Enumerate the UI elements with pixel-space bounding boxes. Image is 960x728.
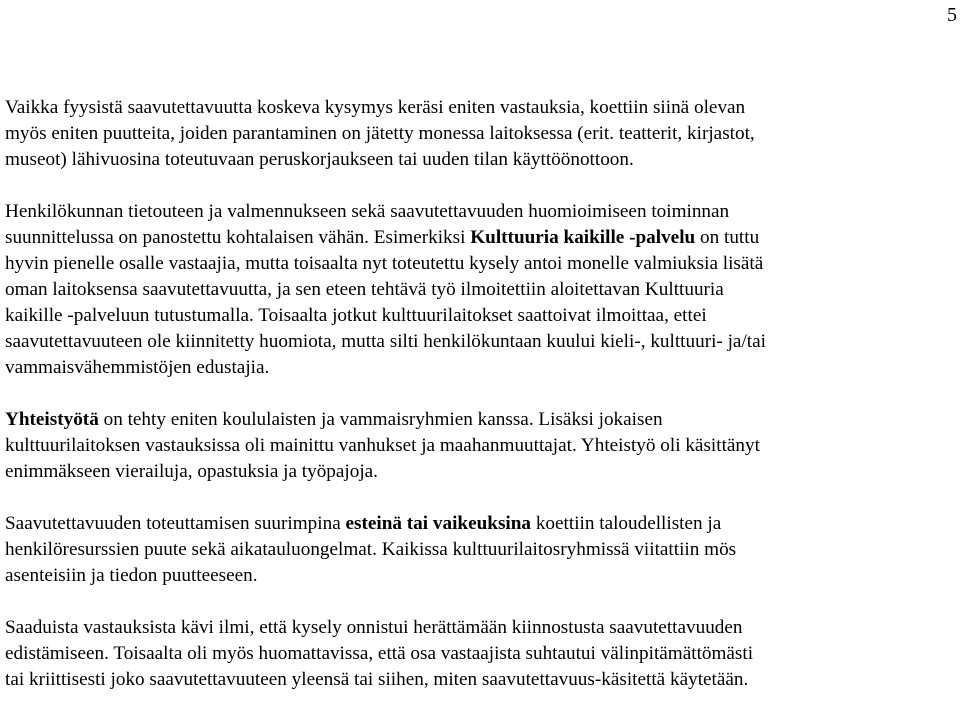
paragraph (5, 511, 950, 589)
paragraph (5, 199, 950, 381)
text-run: Henkilökunnan tietouteen ja valmennukseen sekä saavutettavuuden huomioimiseen toiminnan (5, 201, 730, 222)
paragraph (5, 615, 950, 693)
text-run: Saaduista vastauksista kävi ilmi, että kysely onnistui herättämään kiinnostusta saavutettavuuden (5, 617, 743, 638)
text-line (5, 511, 950, 537)
text-run: vammaisvähemmistöjen edustajia. (5, 357, 270, 378)
text-run: Vaikka fyysistä saavutettavuutta koskeva kysymys keräsi eniten vastauksia, koettiin siinä olevan (5, 97, 746, 118)
text-run: kulttuurilaitoksen vastauksissa oli mainittu vanhukset ja maahanmuuttajat. Yhteistyö oli käsittänyt (5, 435, 760, 456)
paragraph (5, 95, 950, 173)
text-run: enimmäkseen vierailuja, opastuksia ja työpajoja. (5, 461, 378, 482)
text-run: suunnittelussa on panostettu kohtalaisen vähän. Esimerkiksi (5, 227, 471, 248)
bold-phrase: Kulttuuria kaikille -palvelu (470, 227, 696, 248)
page-number: 5 (947, 4, 957, 26)
text-run: Saavutettavuuden toteuttamisen suurimpina (5, 513, 346, 534)
text-run: henkilöresurssien puute sekä aikatauluongelmat. Kaikissa kulttuurilaitosryhmissä viitattiin mös (5, 539, 737, 560)
bold-phrase: esteinä tai vaikeuksina (345, 513, 532, 534)
bold-phrase: Yhteistyötä (5, 409, 99, 430)
text-line (5, 147, 950, 173)
text-run: myös eniten puutteita, joiden parantaminen on jätetty monessa laitoksessa (erit. teatterit, kirjastot, (5, 123, 755, 144)
text-run: saavutettavuuteen ole kiinnitetty huomiota, mutta silti henkilökuntaan kuului kieli-, kulttuuri- ja/tai (5, 331, 766, 352)
text-run: koettiin taloudellisten ja (531, 513, 722, 534)
text-line (5, 459, 950, 485)
text-line (5, 251, 950, 277)
text-run: on tuttu (695, 227, 760, 248)
text-line (5, 121, 950, 147)
text-line (5, 355, 950, 381)
text-line (5, 563, 950, 589)
text-line (5, 433, 950, 459)
text-line (5, 303, 950, 329)
text-line (5, 277, 950, 303)
text-run: museot) lähivuosina toteutuvaan peruskorjaukseen tai uuden tilan käyttöönottoon. (5, 149, 634, 170)
text-line (5, 641, 950, 667)
text-line (5, 329, 950, 355)
text-line (5, 225, 950, 251)
text-line (5, 95, 950, 121)
text-run: asenteisiin ja tiedon puutteeseen. (5, 565, 258, 586)
text-run: on tehty eniten koululaisten ja vammaisryhmien kanssa. Lisäksi jokaisen (98, 409, 663, 430)
paragraph (5, 407, 950, 485)
text-line (5, 537, 950, 563)
text-run: edistämiseen. Toisaalta oli myös huomattavissa, että osa vastaajista suhtautui välinpitämättömästi (5, 643, 754, 664)
text-run: oman laitoksensa saavutettavuutta, ja sen eteen tehtävä työ ilmoitettiin aloitettavan Kulttuuria (5, 279, 724, 300)
document-body (5, 95, 950, 719)
text-run: kaikille -palveluun tutustumalla. Toisaalta jotkut kulttuurilaitokset saattoivat ilmoittaa, ettei (5, 305, 707, 326)
text-line (5, 615, 950, 641)
text-line (5, 407, 950, 433)
text-run: hyvin pienelle osalle vastaajia, mutta toisaalta nyt toteutettu kysely antoi monelle valmiuksia lisätä (5, 253, 764, 274)
text-run: tai kriittisesti joko saavutettavuuteen yleensä tai siihen, miten saavutettavuus-käsitettä käytetään. (5, 669, 749, 690)
text-line (5, 667, 950, 693)
text-line (5, 199, 950, 225)
